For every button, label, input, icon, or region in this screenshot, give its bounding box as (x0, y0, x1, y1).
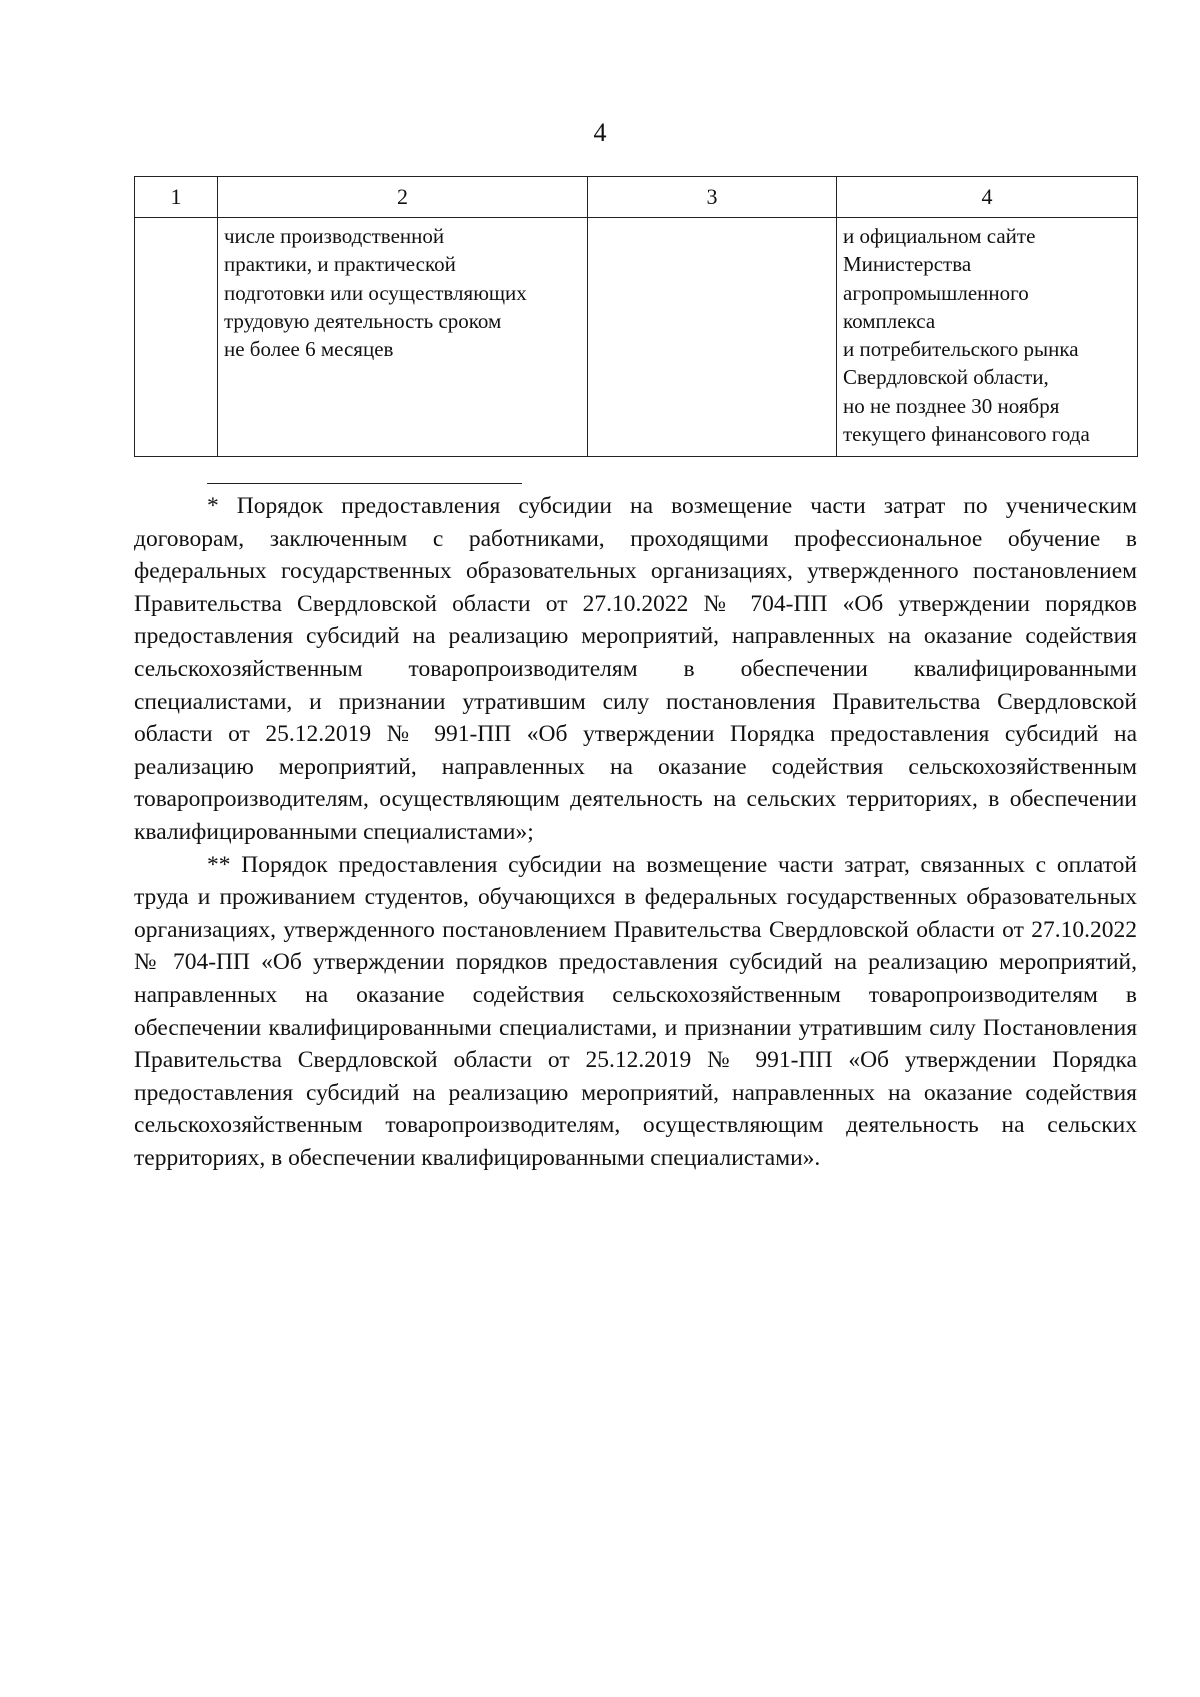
cell-text-line: но не позднее 30 ноября (843, 393, 1060, 418)
cell-text-line: практики, и практической (224, 252, 456, 277)
cell-text-line: комплекса (843, 308, 936, 333)
cell-text-line: и потребительского рынка (843, 337, 1079, 362)
column-header-2: 2 (218, 177, 588, 218)
table-row (135, 218, 1138, 457)
cell-text-line: и официальном сайте (843, 224, 1036, 248)
cell-text-line: не более 6 месяцев (224, 337, 394, 362)
column-header-1: 1 (135, 177, 218, 218)
footnote-separator (207, 483, 522, 484)
cell-text-line: числе производственной (224, 224, 445, 248)
footnote-1: * Порядок предоставления субсидии на возмещение части затрат по ученическим договорам, заключенным с работниками, проходящими профессиональное обучение в федеральных государственных образовательных организациях, утвержденного постановлением Правительства Свердловской области от 27.10.2022 № 704-ПП «Об утверждении порядков предоставления субсидий на реализацию мероприятий, направленных на оказание содействия сельскохозяйственным товаропроизводителям в обеспечении квалифицированными специалистами, и признании утратившим силу постановления Правительства Свердловской области от 25.12.2019 № 991-ПП «Об утверждении Порядка предоставления субсидий на реализацию мероприятий, направленных на оказание содействия сельскохозяйственным товаропроизводителям, осуществляющим деятельность на сельских территориях, в обеспечении квалифицированными специалистами»; (134, 493, 1137, 845)
cell-text-line: подготовки или осуществляющих (224, 280, 527, 305)
cell-text-line: трудовую деятельность сроком (224, 308, 502, 333)
data-table (134, 176, 1138, 457)
footnote-2: ** Порядок предоставления субсидии на возмещение части затрат, связанных с оплатой труда и проживанием студентов, обучающихся в федеральных государственных образовательных организациях, утвержденного постановлением Правительства Свердловской области от 27.10.2022 № 704-ПП «Об утверждении порядков предоставления субсидий на реализацию мероприятий, направленных на оказание содействия сельскохозяйственным товаропроизводителям в обеспечении квалифицированными специалистами, и признании утратившим силу Постановления Правительства Свердловской области от 25.12.2019 № 991-ПП «Об утверждении Порядка предоставления субсидий на реализацию мероприятий, направленных на оказание содействия сельскохозяйственным товаропроизводителям, осуществляющим деятельность на сельских территориях, в обеспечении квалифицированными специалистами». (134, 851, 1137, 1171)
table-cell-col2 (218, 218, 588, 457)
cell-text-line: текущего финансового года (843, 422, 1090, 447)
table-cell-col3 (588, 218, 837, 457)
column-header-3: 3 (588, 177, 837, 218)
cell-text-line: Свердловской области, (843, 365, 1049, 390)
table-header-row (135, 177, 1138, 218)
footnotes (134, 490, 1137, 1174)
table-cell-col4 (837, 218, 1138, 457)
cell-text-line: агропромышленного (843, 280, 1029, 305)
column-header-4: 4 (837, 177, 1138, 218)
cell-text-line: Министерства (843, 252, 972, 277)
table-cell-col1 (135, 218, 218, 457)
page-number: 4 (593, 118, 607, 147)
